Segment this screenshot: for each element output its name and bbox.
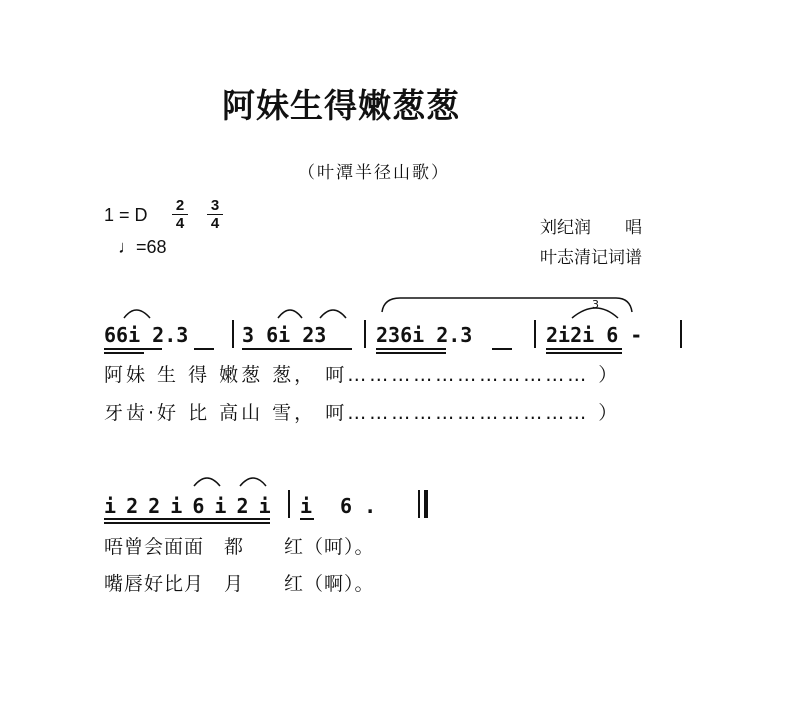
triplet-mark: 3 (592, 298, 599, 311)
time-sig-top: 3 (210, 197, 220, 214)
transcriber-credit: 叶志清记词谱 (540, 248, 642, 268)
measure-6-note-2: 6 . (340, 494, 377, 518)
time-sig-top: 2 (175, 197, 185, 214)
barline (288, 490, 290, 518)
beam-line (300, 518, 314, 520)
measure-1-notes: 66i 2.3 (104, 323, 189, 347)
key-signature: 1 = D (104, 205, 148, 225)
time-sig-bottom: 4 (175, 215, 185, 232)
lyrics-verse-1: 唔曾会面面 都 红（呵）。 (104, 536, 375, 558)
slur (320, 310, 346, 318)
singer-credit: 刘纪润 唱 (540, 218, 642, 238)
lyrics-verse-2: 嘴唇好比月 月 红（啊）。 (104, 573, 375, 595)
final-barline-thick (424, 490, 428, 518)
measure-4-notes: 2i2i 6 - (546, 323, 643, 347)
slur (194, 478, 220, 486)
lyrics-verse-1: 阿妹 生 得 嫩葱 葱， 呵…………………………… ） (104, 364, 621, 386)
measure-5-notes: i 2 2 i 6 i 2 i (104, 494, 270, 518)
measure-6-note-1: i (300, 494, 313, 518)
measure-3-notes: 236i 2.3 (376, 323, 473, 347)
measure-2-notes: 3 6i 23 (242, 323, 327, 347)
final-barline-thin (418, 490, 420, 518)
slur (240, 478, 266, 486)
slur (124, 310, 150, 318)
lyrics-verse-2: 牙齿·好 比 高山 雪， 呵…………………………… ） (104, 402, 621, 424)
tempo-marking: ♩=68 (118, 237, 167, 257)
beam-line (104, 518, 270, 520)
page-subtitle: （叶潭半径山歌） (298, 163, 450, 183)
page-title: 阿妹生得嫩葱葱 (222, 86, 460, 125)
beam-line (104, 522, 270, 524)
time-sig-bottom: 4 (210, 215, 220, 232)
slur (278, 310, 302, 318)
